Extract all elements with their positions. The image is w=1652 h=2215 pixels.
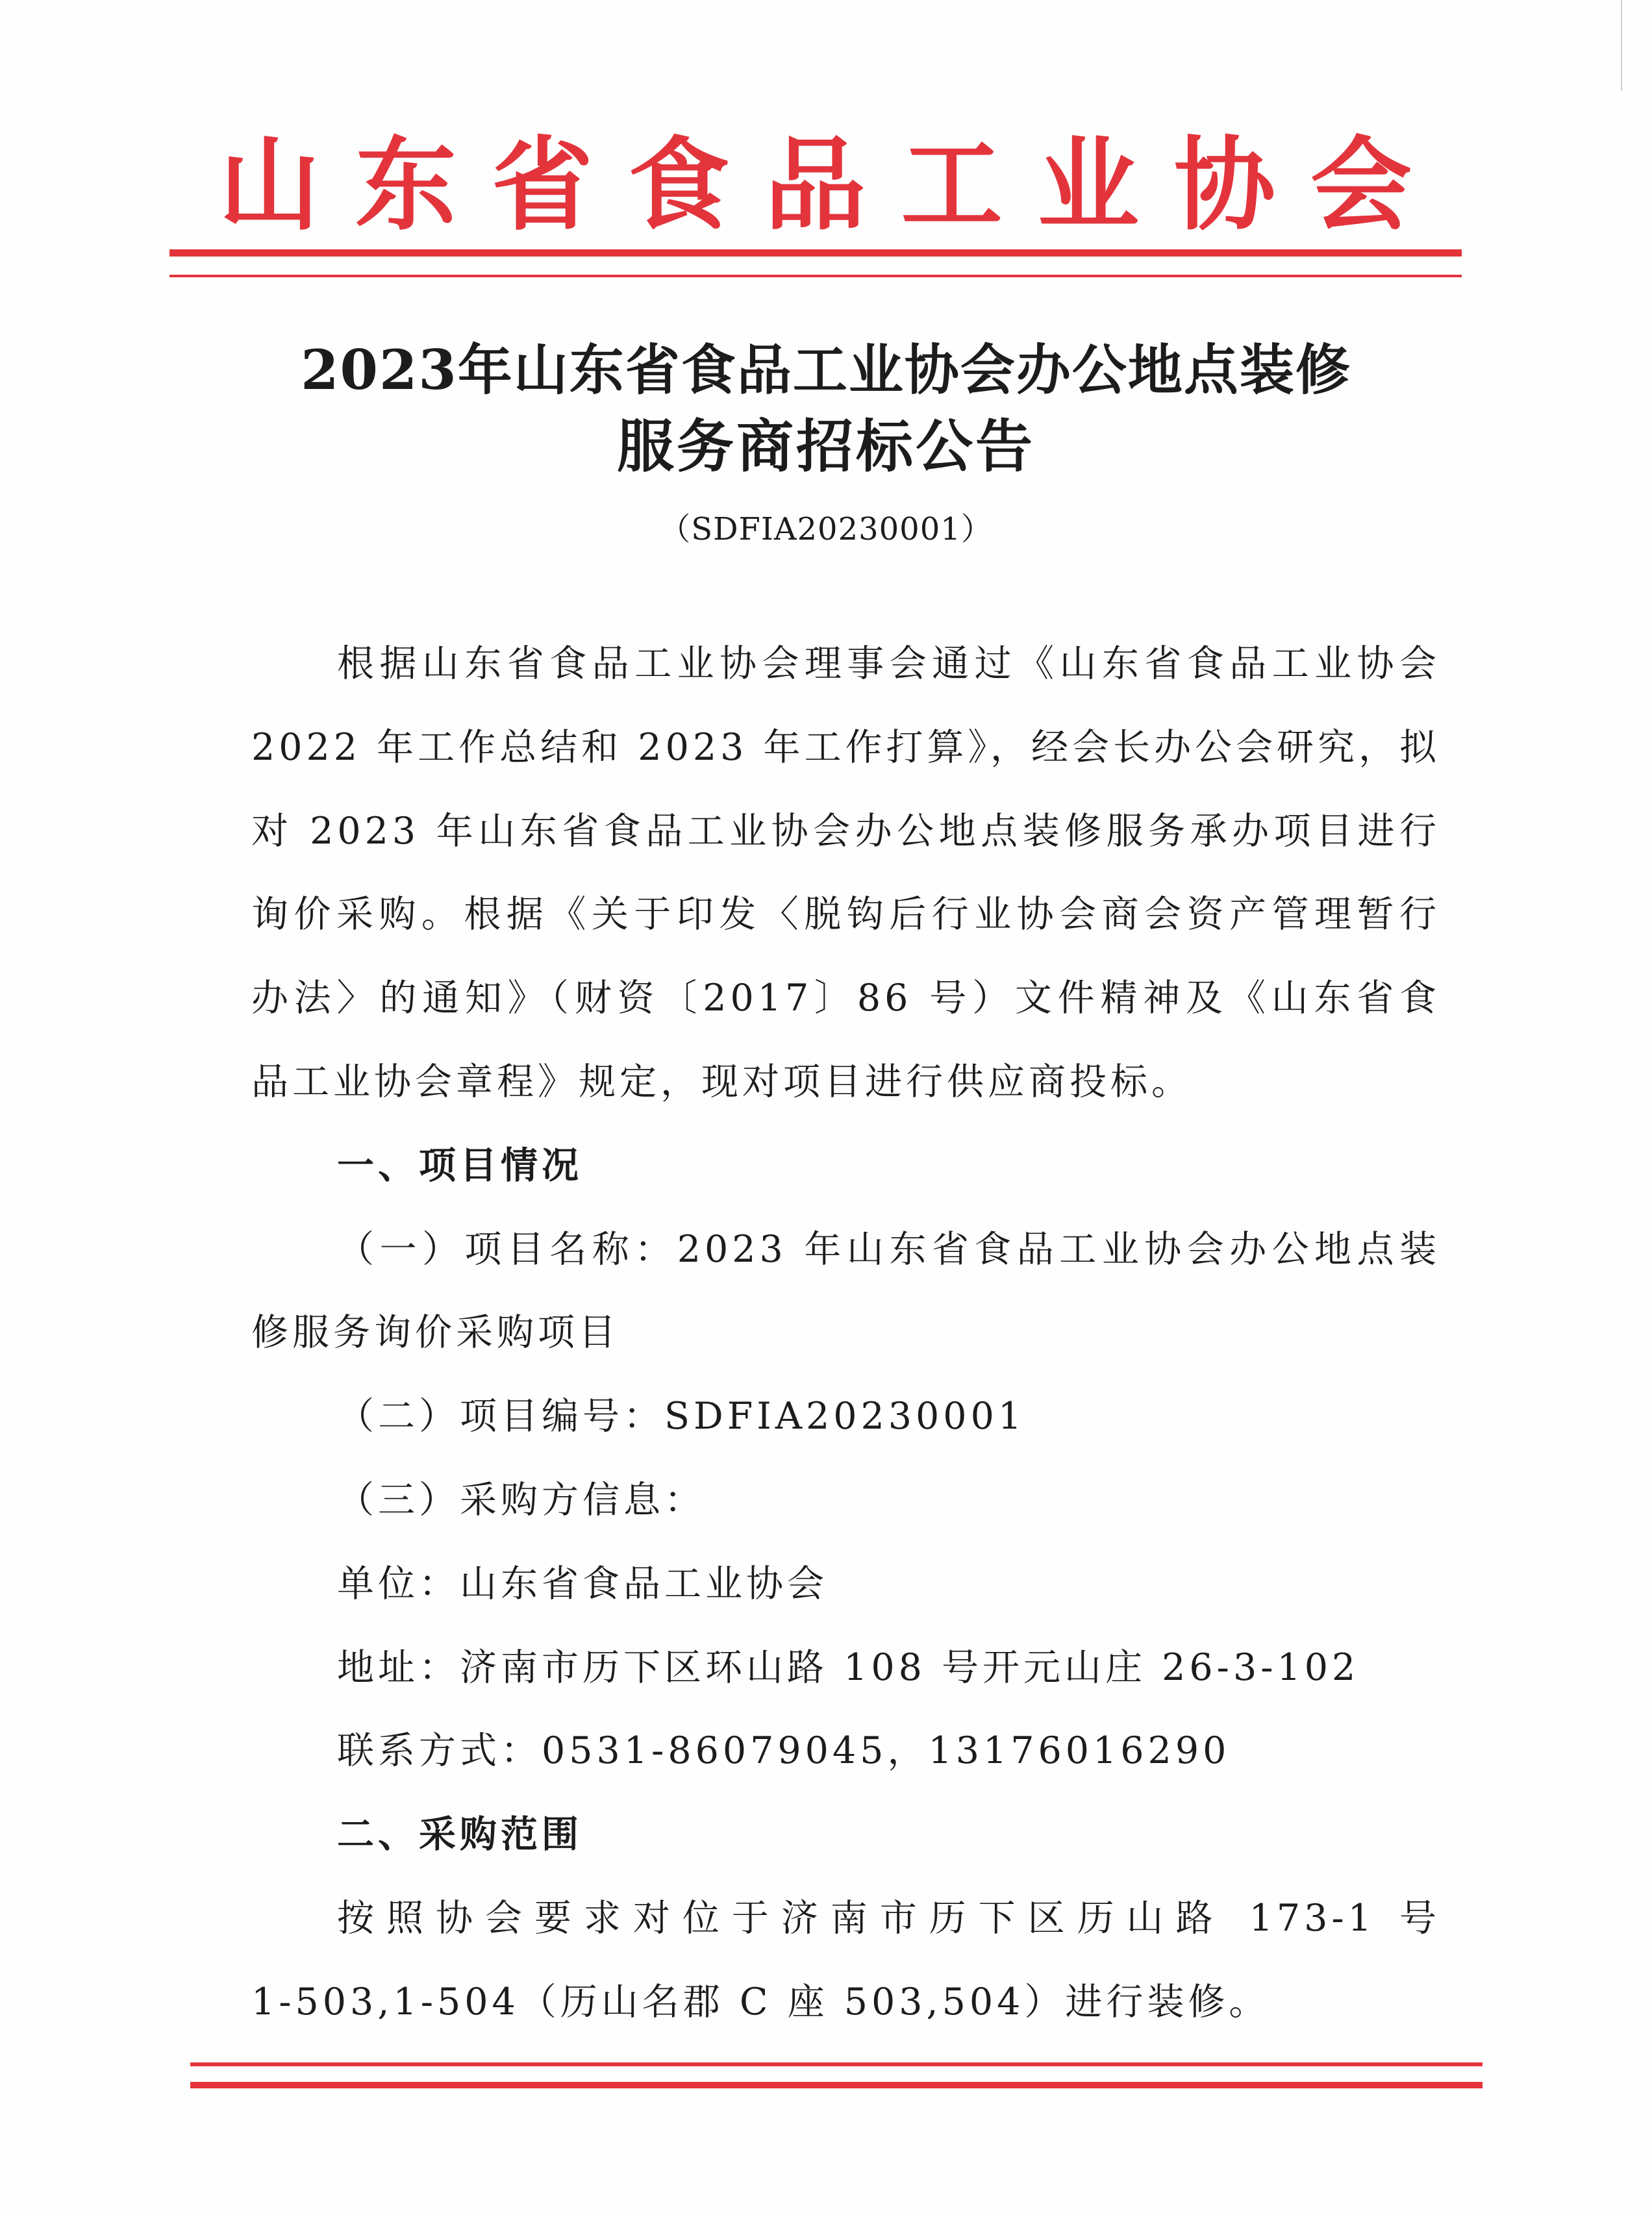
letterhead-org-name: 山东省食品工业协会: [219, 127, 1412, 244]
document-title-line-1: 2023年山东省食品工业协会办公地点装修: [301, 338, 1351, 402]
intro-paragraph-line: 询价采购。根据《关于印发〈脱钩后行业协会商会资产管理暂行: [251, 893, 1440, 936]
purchaser-unit: 单位：山东省食品工业协会: [337, 1562, 828, 1605]
document-body: [251, 622, 1440, 2044]
intro-paragraph-line: 办法〉的通知》（财资〔2017〕86 号）文件精神及《山东省食: [251, 977, 1440, 1020]
intro-paragraph-line: 品工业协会章程》规定，现对项目进行供应商投标。: [251, 1060, 1192, 1103]
letterhead-red-rule-thick: [169, 249, 1462, 257]
project-name-line: 修服务询价采购项目: [251, 1311, 620, 1355]
scope-paragraph-line: 1-503,1-504（历山名郡 C 座 503,504）进行装修。: [251, 1980, 1270, 2023]
intro-paragraph-line: 2022 年工作总结和 2023 年工作打算》，经会长办公会研究，拟: [251, 725, 1440, 769]
document-number: （SDFIA20230001）: [659, 511, 993, 547]
project-name-line: （一）项目名称：2023 年山东省食品工业协会办公地点装: [337, 1227, 1440, 1271]
scan-edge-line: [1621, 0, 1622, 91]
footer-red-rule-thin: [190, 2062, 1483, 2066]
section-heading-procurement-scope: 二、采购范围: [337, 1813, 582, 1857]
intro-paragraph-line: 对 2023 年山东省食品工业协会办公地点装修服务承办项目进行: [251, 809, 1440, 853]
purchaser-address: 地址：济南市历下区环山路 108 号开元山庄 26-3-102: [337, 1646, 1360, 1689]
footer-red-rule-thick: [190, 2082, 1483, 2088]
purchaser-contact: 联系方式：0531-86079045，13176016290: [337, 1729, 1231, 1773]
scope-paragraph-line: 按照协会要求对位于济南市历下区历山路 173-1 号: [337, 1896, 1440, 1940]
purchaser-info-label: （三）采购方信息：: [337, 1478, 705, 1521]
intro-paragraph-line: 根据山东省食品工业协会理事会通过《山东省食品工业协会: [337, 642, 1440, 685]
document-title-line-2: 服务商招标公告: [616, 412, 1035, 480]
letterhead-red-rule-thin: [169, 275, 1462, 277]
project-number-line: （二）项目编号：SDFIA20230001: [337, 1395, 1026, 1438]
section-heading-project-info: 一、项目情况: [337, 1144, 582, 1187]
